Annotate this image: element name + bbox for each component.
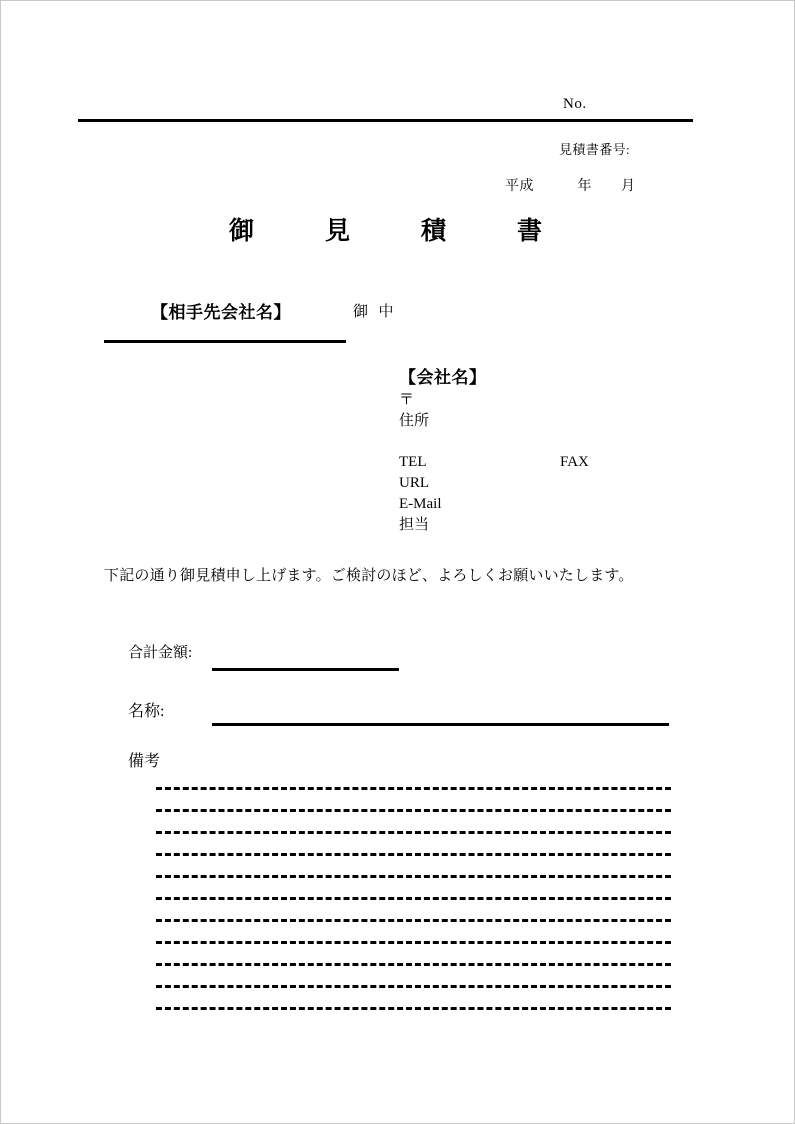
total-amount-input-rule[interactable] [212,668,399,671]
sender-info-block [399,366,589,536]
remarks-line[interactable] [156,787,671,790]
remarks-line[interactable] [156,853,671,856]
remarks-line[interactable] [156,831,671,834]
recipient-underline-rule [104,340,346,343]
sender-postal-field[interactable]: 〒 [399,392,415,408]
remarks-line[interactable] [156,941,671,944]
remarks-line[interactable] [156,985,671,988]
greeting-text: 下記の通り御見積申し上げます。ご検討のほど、よろしくお願いいたします。 [104,568,634,584]
date-line[interactable]: 平成 年 月 [505,179,636,194]
sender-fax-field[interactable]: FAX [560,454,589,470]
remarks-line[interactable] [156,963,671,966]
remarks-line[interactable] [156,1007,671,1010]
sender-company-field[interactable]: 【会社名】 [399,368,487,387]
sender-address-field[interactable]: 住所 [399,413,430,429]
sender-url-field[interactable]: URL [399,475,429,491]
remarks-line[interactable] [156,875,671,878]
sender-tel-fax-row [399,452,589,473]
name-label: 名称: [128,703,165,720]
remarks-line[interactable] [156,897,671,900]
document-title: 御見積書 [229,218,614,245]
recipient-company-field[interactable]: 【相手先会社名】 [151,303,291,322]
recipient-honorific: 御 中 [353,304,395,320]
sender-block-spacer [399,432,487,452]
remarks-line[interactable] [156,919,671,922]
no-label: No. [563,96,587,112]
sender-email-field[interactable]: E-Mail [399,496,442,512]
name-input-rule[interactable] [212,723,669,726]
sender-contact-person-field[interactable]: 担当 [399,517,430,533]
remarks-label: 備考 [128,753,161,770]
quote-number-label[interactable]: 見積書番号: [559,142,631,157]
remarks-line[interactable] [156,809,671,812]
total-amount-label: 合計金額: [128,645,193,661]
header-divider-rule [78,119,693,122]
remarks-lines-container [156,787,671,1029]
sender-tel-field[interactable]: TEL [399,454,427,470]
